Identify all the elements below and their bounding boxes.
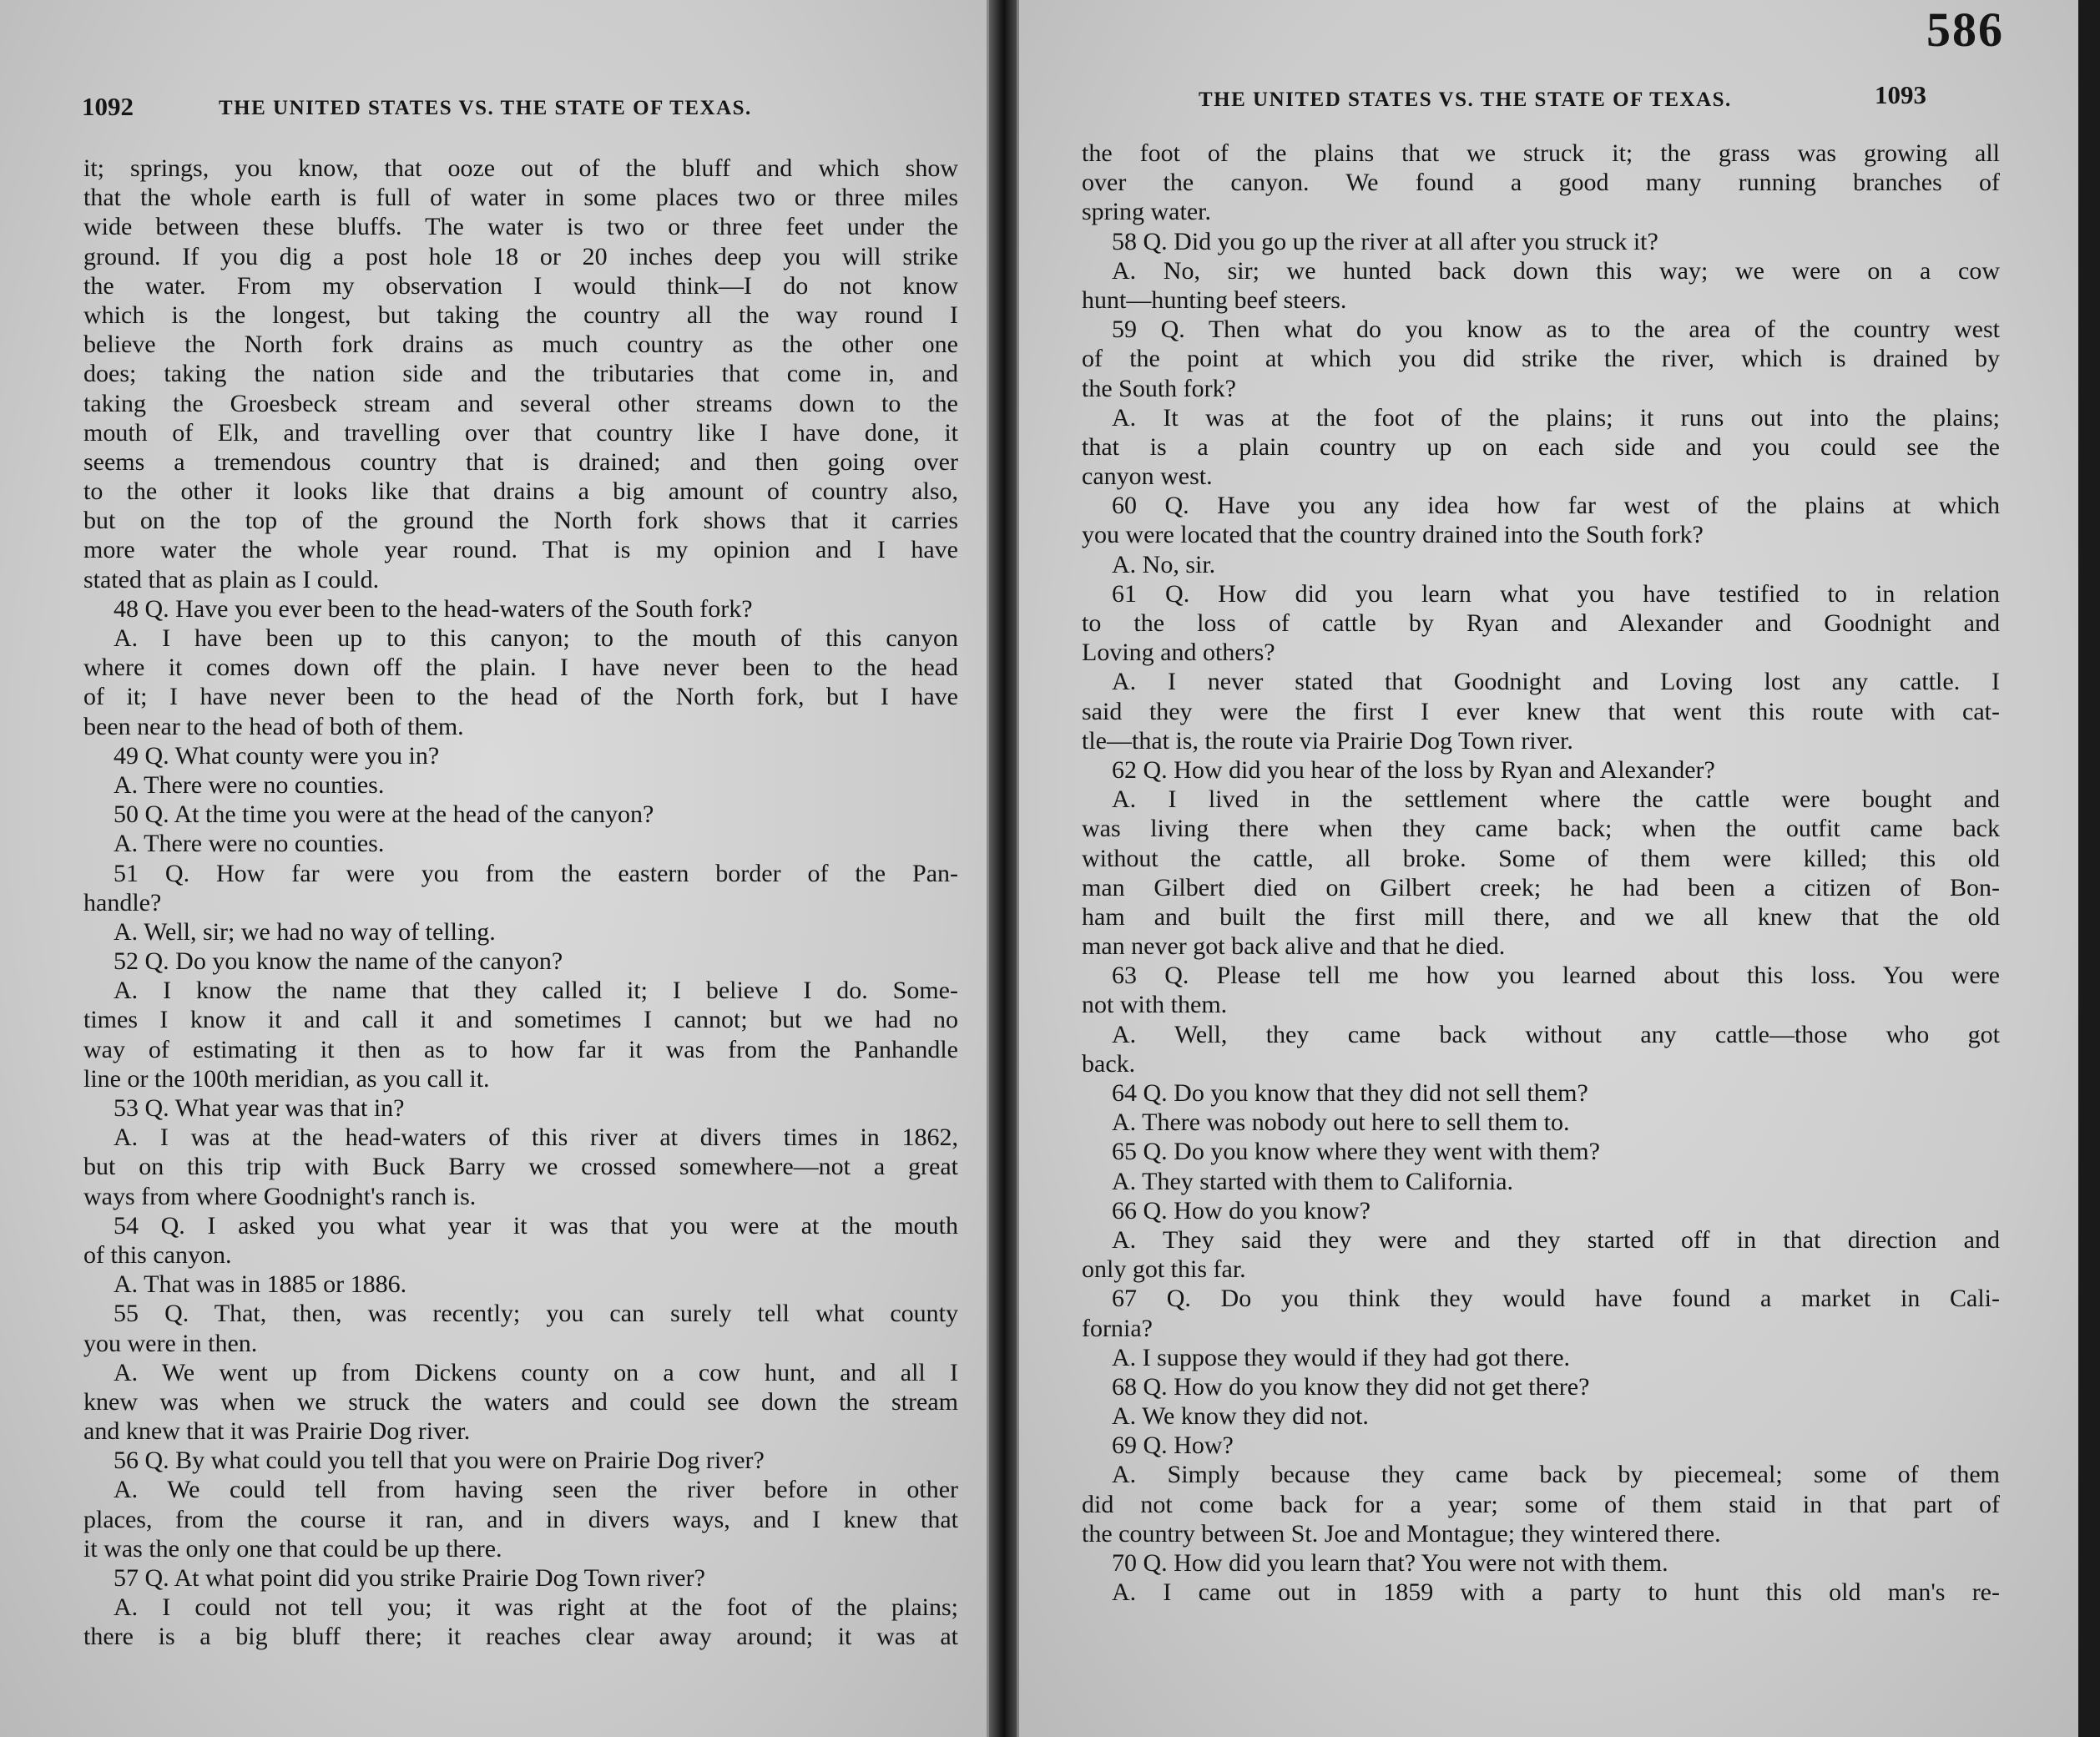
text-line: 58 Q. Did you go up the river at all after you struck it? bbox=[1112, 227, 1658, 255]
text-line: A. I could not tell you; it was right at the foot of the plains; bbox=[114, 1593, 958, 1622]
right-running-title: THE UNITED STATES VS. THE STATE OF TEXAS. bbox=[1199, 88, 1732, 111]
text-line: A. I was at the head-waters of this river at divers times in 1862, bbox=[114, 1123, 958, 1152]
text-line: 67 Q. Do you think they would have found a market in Cali- bbox=[1112, 1285, 2000, 1313]
text-line: the country between St. Joe and Montague; they wintered there. bbox=[1082, 1519, 1721, 1548]
text-line: to the other it looks like that drains a big amount of country also, bbox=[83, 477, 958, 506]
text-line: of this canyon. bbox=[83, 1240, 232, 1269]
text-line: A. Well, they came back without any cattle—those who got bbox=[1112, 1020, 2000, 1048]
text-line: 51 Q. How far were you from the eastern border of the Pan- bbox=[114, 859, 958, 887]
text-line: said they were the first I ever knew that went this route with cat- bbox=[1082, 697, 2000, 725]
text-line: you were in then. bbox=[83, 1329, 258, 1357]
text-line: of the point at which you did strike the river, which is drained by bbox=[1082, 345, 2000, 373]
left-page-text bbox=[83, 154, 958, 1652]
text-line: 70 Q. How did you learn that? You were not with them. bbox=[1112, 1549, 1668, 1577]
text-line: A. There was nobody out here to sell them to. bbox=[1112, 1108, 1570, 1137]
text-line: A. We could tell from having seen the river before in other bbox=[114, 1476, 958, 1504]
text-line: not with them. bbox=[1082, 991, 1228, 1019]
text-line: where it comes down off the plain. I have never been to the head bbox=[83, 654, 958, 682]
text-line: A. I suppose they would if they had got there. bbox=[1112, 1343, 1571, 1371]
text-line: the foot of the plains that we struck it; the grass was growing all bbox=[1082, 139, 2000, 167]
stamp-number: 586 bbox=[1926, 3, 2004, 57]
text-line: 61 Q. How did you learn what you have testified to in relation bbox=[1112, 579, 2000, 608]
text-line: 53 Q. What year was that in? bbox=[114, 1094, 405, 1122]
text-line: A. I know the name that they called it; I believe I do. Some- bbox=[114, 977, 958, 1005]
text-line: man never got back alive and that he died. bbox=[1082, 932, 1506, 961]
text-line: hunt—hunting beef steers. bbox=[1082, 285, 1347, 314]
text-line: but on the top of the ground the North fork shows that it carries bbox=[83, 507, 958, 535]
text-line: the water. From my observation I would think—I do not know bbox=[83, 271, 958, 300]
text-line: A. No, sir. bbox=[1112, 550, 1216, 578]
text-line: knew was when we struck the waters and could see down the stream bbox=[83, 1387, 958, 1416]
text-line: way of estimating it then as to how far it was from the Panhandle bbox=[83, 1035, 958, 1063]
text-line: 55 Q. That, then, was recently; you can surely tell what county bbox=[114, 1300, 958, 1328]
text-line: stated that as plain as I could. bbox=[83, 565, 380, 593]
text-line: which is the longest, but taking the country all the way round I bbox=[83, 300, 958, 329]
text-line: but on this trip with Buck Barry we crossed somewhere—not a great bbox=[83, 1153, 958, 1181]
text-line: A. I lived in the settlement where the cattle were bought and bbox=[1112, 785, 2000, 814]
text-line: does; taking the nation side and the tributaries that come in, and bbox=[83, 360, 958, 388]
text-line: man Gilbert died on Gilbert creek; he had been a citizen of Bon- bbox=[1082, 873, 2000, 901]
text-line: 64 Q. Do you know that they did not sell them? bbox=[1112, 1079, 1588, 1107]
text-line: 69 Q. How? bbox=[1112, 1432, 1234, 1460]
text-line: spring water. bbox=[1082, 198, 1211, 226]
text-line: 54 Q. I asked you what year it was that you were at the mouth bbox=[114, 1211, 958, 1240]
left-page bbox=[0, 0, 989, 1737]
text-line: seems a tremendous country that is drained; and then going over bbox=[83, 447, 958, 476]
text-line: 66 Q. How do you know? bbox=[1112, 1196, 1371, 1224]
text-line: to the loss of cattle by Ryan and Alexander and Goodnight and bbox=[1082, 609, 2000, 637]
text-line: ground. If you dig a post hole 18 or 20 inches deep you will strike bbox=[83, 242, 958, 270]
left-page-number: 1092 bbox=[82, 92, 134, 121]
text-line: back. bbox=[1082, 1049, 1136, 1078]
text-line: over the canyon. We found a good many running branches of bbox=[1082, 169, 2000, 197]
text-line: it was the only one that could be up there. bbox=[83, 1534, 502, 1563]
text-line: 57 Q. At what point did you strike Prairie Dog Town river? bbox=[114, 1564, 705, 1592]
text-line: ways from where Goodnight's ranch is. bbox=[83, 1182, 477, 1210]
text-line: only got this far. bbox=[1082, 1255, 1246, 1284]
text-line: you were located that the country drained into the South fork? bbox=[1082, 521, 1704, 549]
text-line: A. They started with them to California. bbox=[1112, 1167, 1514, 1195]
text-line: was living there when they came back; when the outfit came back bbox=[1082, 815, 2000, 843]
text-line: and knew that it was Prairie Dog river. bbox=[83, 1417, 471, 1446]
text-line: that the whole earth is full of water in some places two or three miles bbox=[83, 184, 958, 212]
text-line: 63 Q. Please tell me how you learned about this loss. You were bbox=[1112, 962, 2000, 990]
text-line: that is a plain country up on each side and you could see the bbox=[1082, 432, 2000, 461]
book-gutter bbox=[989, 0, 1017, 1737]
text-line: 49 Q. What county were you in? bbox=[114, 741, 440, 770]
text-line: 68 Q. How do you know they did not get there? bbox=[1112, 1372, 1590, 1401]
text-line: A. There were no counties. bbox=[114, 830, 385, 858]
text-line: A. Simply because they came back by piecemeal; some of them bbox=[1112, 1461, 2000, 1489]
text-line: A. I never stated that Goodnight and Loving lost any cattle. I bbox=[1112, 668, 2000, 696]
text-line: 56 Q. By what could you tell that you were on Prairie Dog river? bbox=[114, 1447, 765, 1475]
text-line: 52 Q. Do you know the name of the canyon? bbox=[114, 947, 563, 976]
right-page-text bbox=[1082, 139, 2000, 1607]
text-line: 48 Q. Have you ever been to the head-waters of the South fork? bbox=[114, 594, 753, 623]
text-line: 60 Q. Have you any idea how far west of the plains at which bbox=[1112, 492, 2000, 520]
text-line: A. No, sir; we hunted back down this way; we were on a cow bbox=[1112, 256, 2000, 285]
text-line: there is a big bluff there; it reaches clear away around; it was at bbox=[83, 1623, 958, 1651]
text-line: A. I came out in 1859 with a party to hunt this old man's re- bbox=[1112, 1578, 2000, 1607]
text-line: wide between these bluffs. The water is two or three feet under the bbox=[83, 213, 958, 241]
text-line: handle? bbox=[83, 888, 162, 916]
right-page bbox=[1017, 0, 2100, 1737]
text-line: times I know it and call it and sometimes I cannot; but we had no bbox=[83, 1006, 958, 1034]
text-line: tle—that is, the route via Prairie Dog Town river. bbox=[1082, 726, 1573, 755]
text-line: canyon west. bbox=[1082, 462, 1213, 491]
text-line: A. There were no counties. bbox=[114, 770, 385, 799]
text-line: it; springs, you know, that ooze out of the bluff and which show bbox=[83, 154, 958, 182]
text-line: mouth of Elk, and travelling over that country like I have done, it bbox=[83, 418, 958, 447]
text-line: taking the Groesbeck stream and several other streams down to the bbox=[83, 389, 958, 417]
left-running-title: THE UNITED STATES VS. THE STATE OF TEXAS. bbox=[219, 97, 752, 119]
right-page-number: 1093 bbox=[1875, 80, 1926, 109]
page-edge bbox=[2078, 0, 2100, 1737]
text-line: A. I have been up to this canyon; to the mouth of this canyon bbox=[114, 624, 958, 652]
text-line: believe the North fork drains as much country as the other one bbox=[83, 331, 958, 359]
text-line: A. We went up from Dickens county on a cow hunt, and all I bbox=[114, 1358, 958, 1386]
text-line: A. They said they were and they started off in that direction and bbox=[1112, 1225, 2000, 1254]
text-line: A. That was in 1885 or 1886. bbox=[114, 1270, 407, 1299]
text-line: more water the whole year round. That is my opinion and I have bbox=[83, 536, 958, 564]
text-line: places, from the course it ran, and in divers ways, and I knew that bbox=[83, 1505, 958, 1533]
text-line: Loving and others? bbox=[1082, 639, 1275, 667]
text-line: A. Well, sir; we had no way of telling. bbox=[114, 917, 496, 946]
text-line: did not come back for a year; some of them staid in that part of bbox=[1082, 1490, 2000, 1518]
text-line: been near to the head of both of them. bbox=[83, 712, 464, 740]
text-line: A. It was at the foot of the plains; it runs out into the plains; bbox=[1112, 403, 2000, 432]
text-line: 50 Q. At the time you were at the head of the canyon? bbox=[114, 800, 654, 829]
text-line: fornia? bbox=[1082, 1314, 1153, 1342]
text-line: the South fork? bbox=[1082, 374, 1236, 402]
text-line: of it; I have never been to the head of the North fork, but I have bbox=[83, 683, 958, 711]
text-line: line or the 100th meridian, as you call it. bbox=[83, 1064, 490, 1093]
text-line: ham and built the first mill there, and we all knew that the old bbox=[1082, 902, 2000, 931]
text-line: 65 Q. Do you know where they went with them? bbox=[1112, 1138, 1600, 1166]
text-line: 62 Q. How did you hear of the loss by Ryan and Alexander? bbox=[1112, 755, 1715, 784]
text-line: without the cattle, all broke. Some of them were killed; this old bbox=[1082, 844, 2000, 872]
text-line: 59 Q. Then what do you know as to the area of the country west bbox=[1112, 316, 2000, 344]
text-line: A. We know they did not. bbox=[1112, 1402, 1369, 1431]
